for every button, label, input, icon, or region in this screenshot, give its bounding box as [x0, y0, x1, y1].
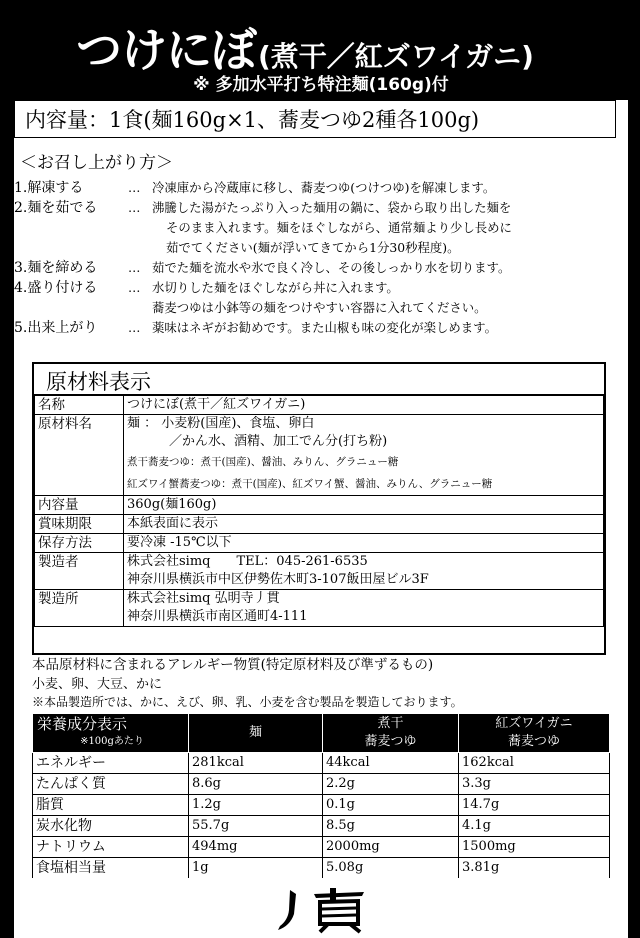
maker-label: 製造者: [35, 553, 124, 590]
table-row: [33, 774, 610, 795]
niboshi-value: 2.2g: [323, 774, 459, 795]
table-row: [35, 534, 604, 553]
step-text: 冷凍庫から冷蔵庫に移し、蕎麦つゆ(つけつゆ)を解凍します。: [152, 180, 496, 195]
step-text: 茹でてください(麺が浮いてきてから1分30秒程度)。: [166, 240, 460, 255]
ingredients-table: [34, 395, 604, 627]
table-row: [33, 795, 610, 816]
step-label: 4.盛り付ける: [14, 280, 98, 296]
raw-line-small: 紅ズワイ蟹蕎麦つゆ：煮干(国産)、紅ズワイ蟹、醤油、みりん、グラニュー糖: [127, 478, 493, 490]
table-row: [35, 515, 604, 534]
allergy-items: 小麦、卵、大豆、かに: [32, 677, 163, 692]
maker-value: [124, 553, 604, 590]
table-row: [35, 590, 604, 627]
factory-value: [124, 590, 604, 627]
maker-line: 神奈川県横浜市中区伊勢佐木町3-107飯田屋ビル3F: [127, 572, 429, 587]
noodle-value: 1g: [189, 858, 323, 879]
nutrition-header-row: [33, 714, 610, 753]
step-dots: …: [128, 200, 141, 215]
expiry-label: 賞味期限: [35, 515, 124, 534]
row-label: ナトリウム: [33, 837, 189, 858]
step-4-cont: [14, 298, 624, 318]
step-text: 蕎麦つゆは小鉢等の麺をつけやすい容器に入れてください。: [152, 300, 487, 315]
table-row: [35, 496, 604, 515]
step-4: [14, 278, 624, 298]
table-row: [35, 553, 604, 590]
raw-label: 原材料名: [35, 415, 124, 496]
raw-line: ／かん水、酒精、加工でん分(打ち粉): [169, 434, 388, 449]
niboshi-value: 2000mg: [323, 837, 459, 858]
row-label: エネルギー: [33, 753, 189, 774]
title-header: [14, 12, 628, 100]
left-border: [0, 0, 14, 938]
ingredients-title-text: 原材料表示: [46, 370, 151, 394]
step-label: 3.麺を締める: [14, 260, 98, 276]
top-border: [0, 0, 640, 12]
col-crab-line2: 蕎麦つゆ: [507, 734, 560, 749]
factory-line: 神奈川県横浜市南区通町4-111: [127, 609, 308, 624]
step-label: 5.出来上がり: [14, 320, 98, 336]
col-crab-line1: 紅ズワイガニ: [495, 716, 573, 731]
step-2-cont: [14, 238, 624, 258]
step-text: 水切りした麺をほぐしながら丼に入れます。: [152, 280, 399, 295]
step-dots: …: [128, 280, 141, 295]
nutrition-table: [32, 713, 610, 878]
table-row: [33, 816, 610, 837]
niboshi-value: 8.5g: [323, 816, 459, 837]
storage-value: 要冷凍 -15℃以下: [124, 534, 604, 553]
raw-value: [124, 415, 604, 496]
factory-line: 株式会社simq 弘明寺丿貫: [127, 591, 280, 606]
table-row: [35, 415, 604, 496]
step-dots: …: [128, 180, 141, 195]
col-niboshi: [323, 714, 459, 753]
noodle-value: 1.2g: [189, 795, 323, 816]
noodle-value: 8.6g: [189, 774, 323, 795]
table-row: [33, 858, 610, 879]
col-noodle: 麺: [189, 714, 323, 753]
noodle-value: 494mg: [189, 837, 323, 858]
table-row: [35, 396, 604, 415]
crab-value: 4.1g: [459, 816, 610, 837]
raw-line: 麺 ： 小麦粉(国産)、食塩、卵白: [127, 416, 315, 431]
row-label: 炭水化物: [33, 816, 189, 837]
content-amount-text: 内容量：1食(麺160g×1、蕎麦つゆ2種各100g): [25, 108, 480, 132]
row-label: 脂質: [33, 795, 189, 816]
crab-value: 1500mg: [459, 837, 610, 858]
noodle-value: 55.7g: [189, 816, 323, 837]
step-1: [14, 178, 624, 198]
niboshi-value: 0.1g: [323, 795, 459, 816]
step-2: [14, 198, 624, 218]
method-title: ＜お召し上がり方＞: [20, 153, 173, 173]
col-niboshi-line2: 蕎麦つゆ: [364, 734, 417, 749]
product-subtitle: ※ 多加水平打ち特注麺(160g)付: [193, 75, 449, 95]
crab-value: 3.3g: [459, 774, 610, 795]
allergy-section: [32, 651, 610, 713]
raw-line-small: 煮干蕎麦つゆ：煮干(国産)、醤油、みりん、グラニュー糖: [127, 456, 399, 468]
crab-value: 162kcal: [459, 753, 610, 774]
right-border: [628, 0, 640, 938]
allergy-title: 本品原材料に含まれるアレルギー物質(特定原材料及び準ずるもの): [32, 657, 434, 673]
name-value: つけにぼ(煮干／紅ズワイガニ): [124, 396, 604, 415]
table-row: [33, 837, 610, 858]
nutrition-title-cell: [33, 714, 189, 753]
method-steps: [14, 178, 624, 338]
nutrition-title: 栄養成分表示: [37, 715, 128, 733]
nutrition-per: ※100gあたり: [80, 736, 144, 747]
col-crab: [459, 714, 610, 753]
noodle-value: 281kcal: [189, 753, 323, 774]
amount-label: 内容量: [35, 496, 124, 515]
maker-line: 株式会社simq TEL：045-261-6535: [127, 554, 368, 569]
step-text: 茹でた麺を流水や氷で良く冷し、その後しっかり水を切ります。: [152, 260, 511, 275]
niboshi-value: 44kcal: [323, 753, 459, 774]
step-3: [14, 258, 624, 278]
name-label: 名称: [35, 396, 124, 415]
amount-value: 360g(麺160g): [124, 496, 604, 515]
signature-logo: [270, 884, 380, 934]
content-amount-box: [14, 100, 616, 138]
step-label: 2.麺を茹でる: [14, 200, 98, 216]
table-row: [33, 753, 610, 774]
col-niboshi-line1: 煮干: [377, 716, 404, 731]
product-variant: (煮干／紅ズワイガニ): [258, 40, 534, 73]
ingredients-title: [34, 364, 604, 395]
step-label: 1.解凍する: [14, 180, 84, 196]
step-5: [14, 318, 624, 338]
step-dots: …: [128, 320, 141, 335]
product-title: つけにぼ: [76, 23, 256, 77]
step-dots: …: [128, 260, 141, 275]
ingredients-box: [32, 362, 606, 655]
crab-value: 14.7g: [459, 795, 610, 816]
row-label: 食塩相当量: [33, 858, 189, 879]
storage-label: 保存方法: [35, 534, 124, 553]
factory-label: 製造所: [35, 590, 124, 627]
niboshi-value: 5.08g: [323, 858, 459, 879]
row-label: たんぱく質: [33, 774, 189, 795]
allergy-note: ※本品製造所では、かに、えび、卵、乳、小麦を含む製品を製造しております。: [32, 695, 463, 709]
step-text: そのまま入れます。麺をほぐしながら、通常麺より少し長めに: [166, 220, 512, 235]
step-text: 薬味はネギがお勧めです。また山椒も味の変化が楽しめます。: [152, 320, 497, 335]
crab-value: 3.81g: [459, 858, 610, 879]
step-text: 沸騰した湯がたっぷり入った麺用の鍋に、袋から取り出した麺を: [152, 200, 512, 215]
step-2-cont: [14, 218, 624, 238]
expiry-value: 本紙表面に表示: [124, 515, 604, 534]
